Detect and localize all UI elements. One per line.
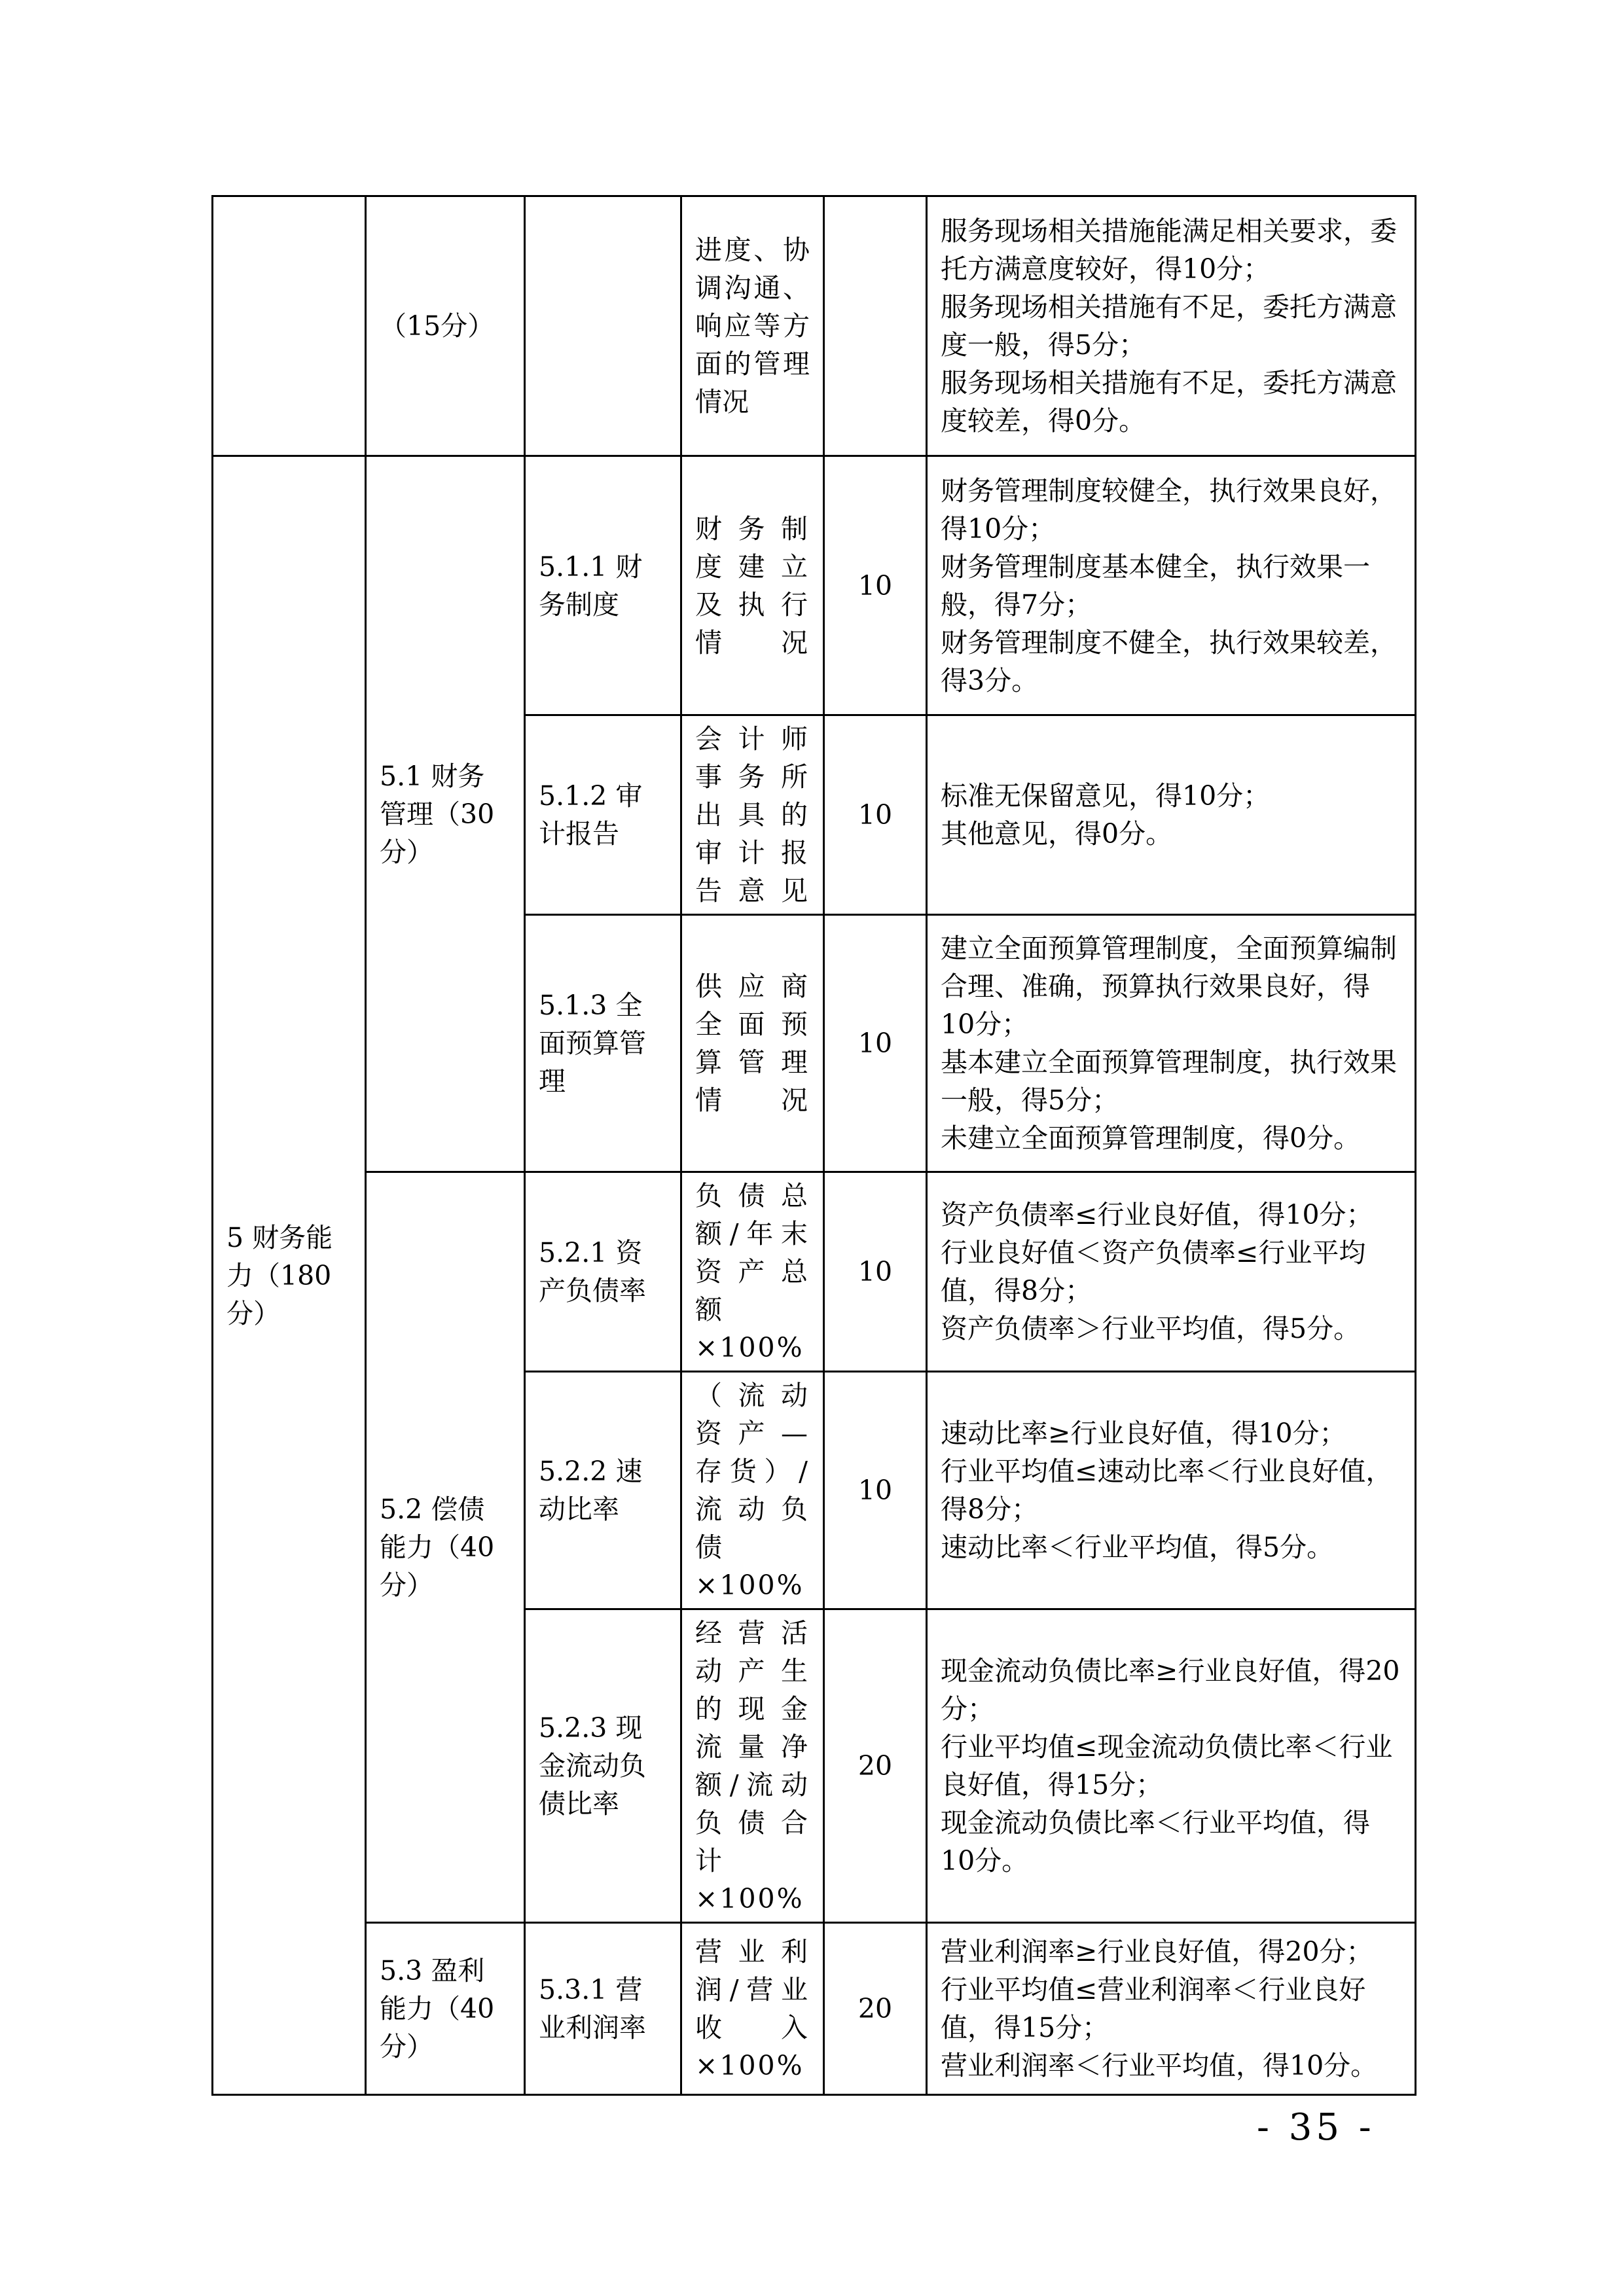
level3-cell: 5.1.1 财务制度 (525, 456, 681, 715)
table-row (213, 1172, 1416, 1372)
level2-cell: 5.1 财务管理（30分） (366, 456, 525, 1172)
criteria-line: 财务管理制度不健全，执行效果较差，得3分。 (941, 626, 1397, 696)
score-cell: 10 (824, 915, 927, 1172)
level2-cell: （15分） (366, 196, 525, 456)
level3-cell: 5.3.1 营业利润率 (525, 1923, 681, 2095)
criteria-line: 行业良好值＜资产负债率≤行业平均值，得8分； (941, 1237, 1366, 1306)
criteria-cell (927, 1172, 1416, 1372)
criteria-line: 现金流动负债比率≥行业良好值，得20分； (941, 1655, 1400, 1725)
indicator-description-cell: 财务制度建立及执行情况 (681, 456, 824, 715)
criteria-cell (927, 1372, 1416, 1609)
score-cell: 20 (824, 1609, 927, 1923)
level3-cell: 5.2.3 现金流动负债比率 (525, 1609, 681, 1923)
score-cell: 10 (824, 1372, 927, 1609)
level2-cell: 5.3 盈利能力（40分） (366, 1923, 525, 2095)
level1-cell: 5 财务能力（180分） (213, 456, 366, 2095)
score-cell (824, 196, 927, 456)
criteria-line: 建立全面预算管理制度，全面预算编制合理、准确，预算执行效果良好，得10分； (941, 933, 1397, 1040)
criteria-line: 财务管理制度较健全，执行效果良好，得10分； (941, 475, 1397, 545)
criteria-cell (927, 196, 1416, 456)
page-number: - 35 - (1257, 2106, 1375, 2149)
indicator-description-cell: 经营活动产生的现金流量净额/流动负债合计×100% (681, 1609, 824, 1923)
criteria-line: 行业平均值≤营业利润率＜行业良好值，得15分； (941, 1974, 1366, 2043)
indicator-description-cell: 负债总额/年末资产总额×100% (681, 1172, 824, 1372)
criteria-line: 速动比率＜行业平均值，得5分。 (941, 1532, 1334, 1563)
criteria-line: 财务管理制度基本健全，执行效果一般，得7分； (941, 550, 1370, 620)
criteria-line: 现金流动负债比率＜行业平均值，得10分。 (941, 1807, 1370, 1876)
criteria-cell (927, 915, 1416, 1172)
indicator-description-cell: 会计师事务所出具的审计报告意见 (681, 715, 824, 915)
criteria-line: 未建立全面预算管理制度，得0分。 (941, 1122, 1361, 1154)
evaluation-table (211, 195, 1416, 2096)
indicator-description-cell: 进度、协调沟通、响应等方面的管理情况 (681, 196, 824, 456)
table-row (213, 456, 1416, 715)
criteria-line: 标准无保留意见，得10分； (941, 780, 1271, 812)
table-row (213, 196, 1416, 456)
criteria-cell (927, 1923, 1416, 2095)
criteria-line: 资产负债率≤行业良好值，得10分； (941, 1199, 1373, 1230)
criteria-line: 速动比率≥行业良好值，得10分； (941, 1418, 1346, 1449)
score-cell: 20 (824, 1923, 927, 2095)
criteria-line: 其他意见，得0分。 (941, 818, 1173, 850)
level2-cell: 5.2 偿债能力（40分） (366, 1172, 525, 1923)
score-cell: 10 (824, 1172, 927, 1372)
table-row (213, 1923, 1416, 2095)
criteria-line: 资产负债率＞行业平均值，得5分。 (941, 1313, 1361, 1344)
indicator-description-cell: 营业利润/营业收入×100% (681, 1923, 824, 2095)
level1-cell (213, 196, 366, 456)
score-cell: 10 (824, 456, 927, 715)
criteria-cell (927, 456, 1416, 715)
level3-cell: 5.2.1 资产负债率 (525, 1172, 681, 1372)
criteria-cell (927, 1609, 1416, 1923)
criteria-line: 营业利润率＜行业平均值，得10分。 (941, 2050, 1378, 2081)
criteria-line: 服务现场相关措施有不足，委托方满意度一般，得5分； (941, 291, 1397, 361)
level3-cell: 5.1.3 全面预算管理 (525, 915, 681, 1172)
level3-cell: 5.1.2 审计报告 (525, 715, 681, 915)
criteria-line: 营业利润率≥行业良好值，得20分； (941, 1936, 1373, 1967)
level3-cell (525, 196, 681, 456)
indicator-description-cell: 供应商全面预算管理情况 (681, 915, 824, 1172)
criteria-line: 行业平均值≤现金流动负债比率＜行业良好值，得15分； (941, 1731, 1393, 1801)
criteria-line: 行业平均值≤速动比率＜行业良好值，得8分； (941, 1456, 1393, 1525)
criteria-cell (927, 715, 1416, 915)
indicator-description-cell: （流动资产—存货）/流动负债×100% (681, 1372, 824, 1609)
criteria-line: 服务现场相关措施有不足，委托方满意度较差，得0分。 (941, 367, 1397, 437)
criteria-line: 服务现场相关措施能满足相关要求，委托方满意度较好，得10分； (941, 215, 1397, 285)
criteria-line: 基本建立全面预算管理制度，执行效果一般，得5分； (941, 1047, 1397, 1116)
score-cell: 10 (824, 715, 927, 915)
level3-cell: 5.2.2 速动比率 (525, 1372, 681, 1609)
